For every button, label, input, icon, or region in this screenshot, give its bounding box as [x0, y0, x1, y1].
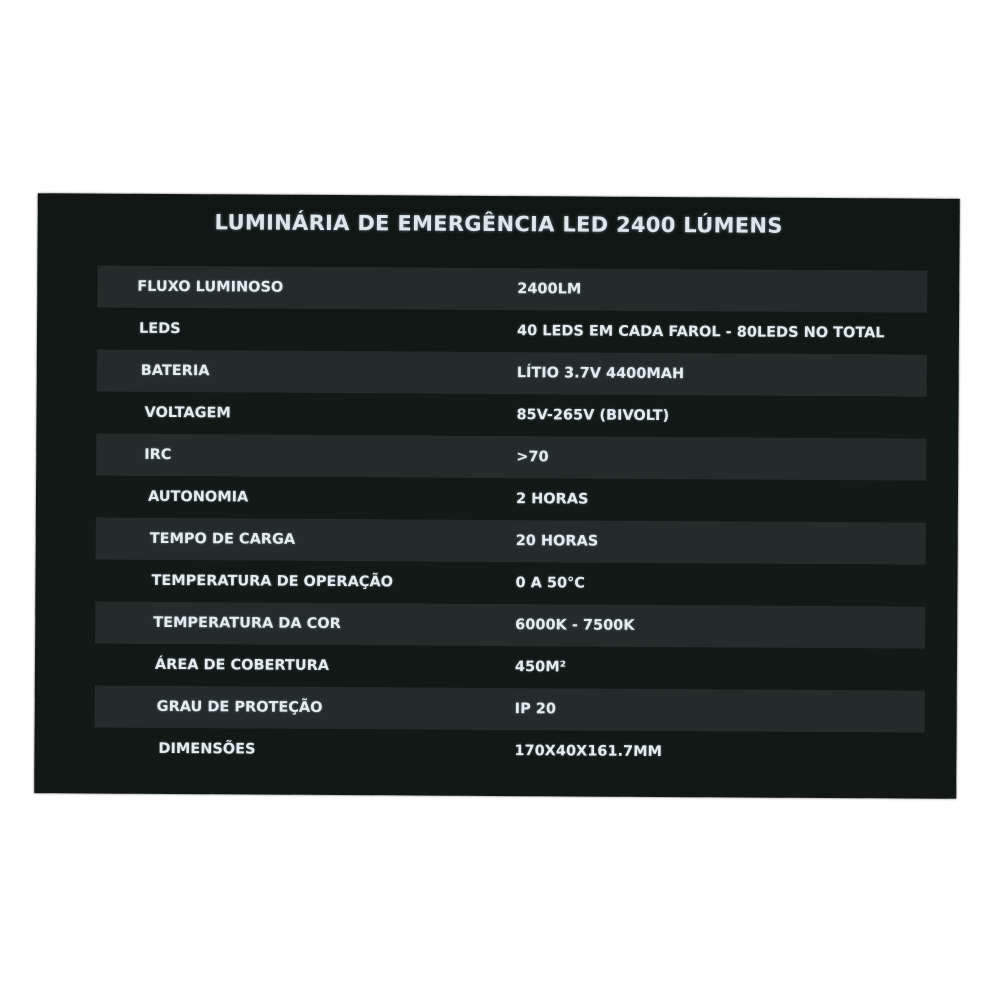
- spec-row-temperatura-de-operacao: [95, 560, 925, 607]
- spec-label: FLUXO LUMINOSO: [137, 278, 284, 296]
- spec-label: TEMPO DE CARGA: [149, 530, 296, 548]
- spec-row-temperatura-da-cor: [95, 602, 925, 649]
- spec-value: 2 HORAS: [515, 491, 589, 508]
- spec-row-grau-de-protecao: [95, 686, 925, 733]
- spec-card: [34, 193, 960, 799]
- spec-label: TEMPERATURA DE OPERAÇÃO: [151, 572, 394, 591]
- spec-value: 6000K - 7500K: [515, 617, 635, 634]
- spec-row-tempo-de-carga: [96, 518, 926, 565]
- spec-row-area-de-cobertura: [95, 644, 925, 691]
- spec-label: DIMENSÕES: [158, 740, 256, 758]
- spec-label: VOLTAGEM: [144, 404, 231, 422]
- spec-label: GRAU DE PROTEÇÃO: [156, 698, 323, 716]
- spec-label: LEDS: [138, 320, 181, 338]
- spec-label: ÁREA DE COBERTURA: [154, 656, 330, 674]
- spec-row-dimensoes: [94, 728, 924, 775]
- spec-value: LÍTIO 3.7V 4400MAH: [516, 365, 685, 383]
- spec-row-bateria: [97, 350, 927, 397]
- spec-row-irc: [96, 434, 926, 481]
- spec-row-fluxo-luminoso: [97, 266, 927, 313]
- spec-value: IP 20: [514, 701, 556, 718]
- spec-row-leds: [97, 308, 927, 355]
- spec-label: IRC: [144, 446, 172, 464]
- spec-label: AUTONOMIA: [147, 488, 249, 506]
- spec-value: 40 LEDS EM CADA FAROL - 80LEDS NO TOTAL: [516, 323, 885, 342]
- spec-value: 85V-265V (BIVOLT): [516, 407, 670, 425]
- spec-row-voltagem: [96, 392, 926, 439]
- spec-label: BATERIA: [140, 362, 210, 380]
- spec-value: 20 HORAS: [515, 533, 599, 550]
- spec-value: 170X40X161.7MM: [514, 743, 663, 761]
- spec-value: 450M²: [514, 659, 567, 676]
- spec-table: [94, 266, 927, 775]
- spec-title: LUMINÁRIA DE EMERGÊNCIA LED 2400 LÚMENS: [214, 210, 783, 238]
- spec-label: TEMPERATURA DA COR: [153, 614, 341, 633]
- spec-value: >70: [516, 449, 549, 466]
- spec-value: 0 A 50°C: [515, 575, 586, 592]
- spec-row-autonomia: [96, 476, 926, 523]
- spec-value: 2400LM: [517, 281, 582, 298]
